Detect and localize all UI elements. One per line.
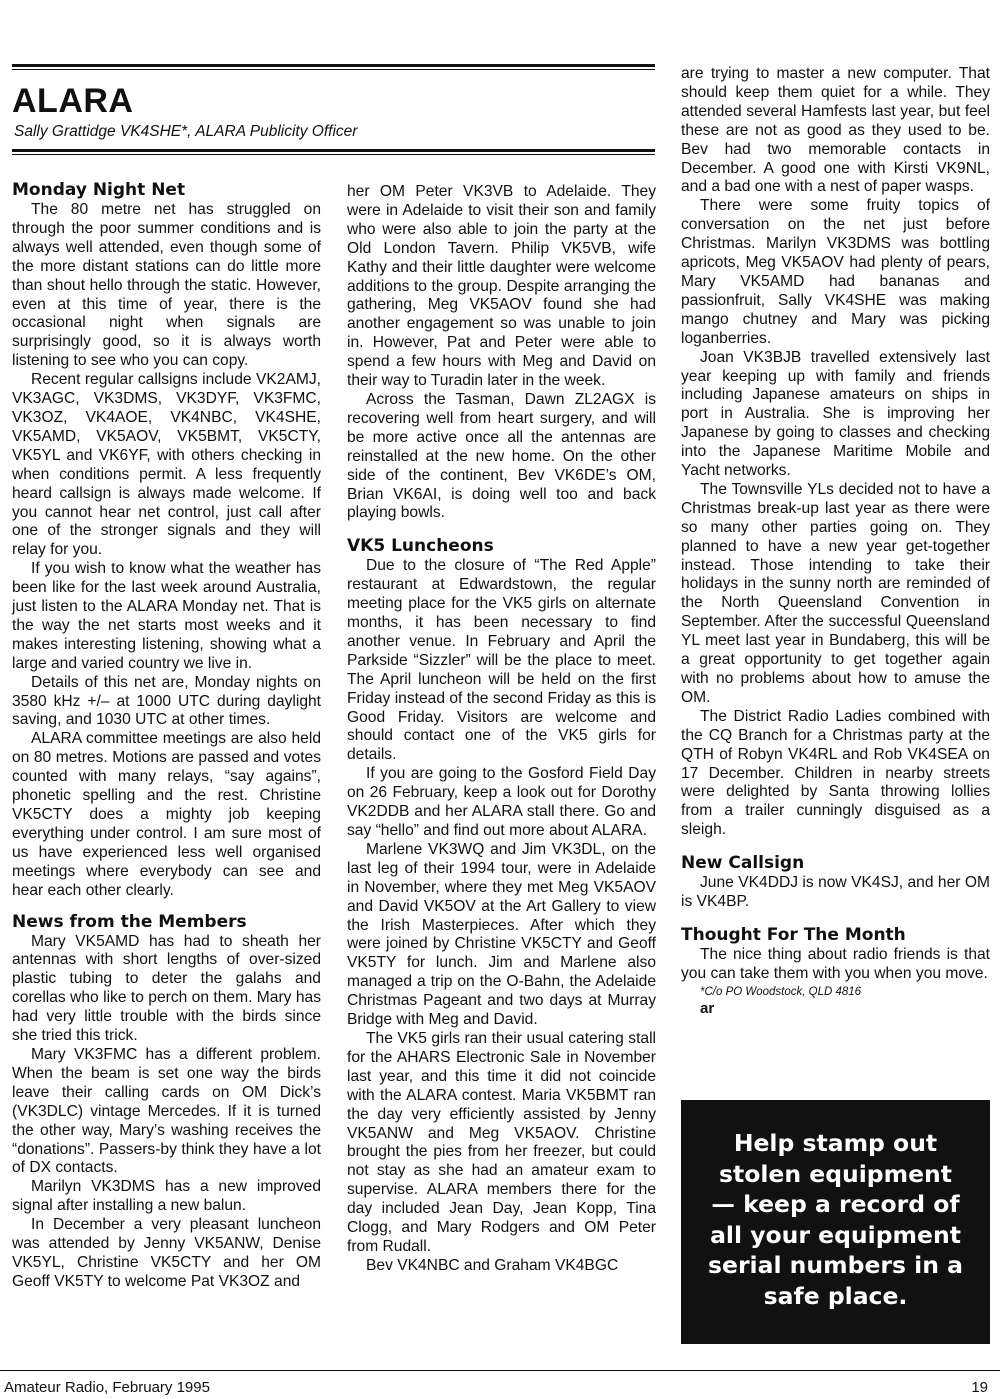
paragraph: The Townsville YLs decided not to have a Christmas break-up last year as there were so many other parties going on. They planned to have a new year get-together instead. Those intending to take their holidays in the sunny north are reminded of the North Queensland Convention in September. After the successful Queensland YL meet last year in Bundaberg, this will be a great opportunity to get together again with no problems about how to amuse the OM. (681, 480, 990, 706)
byline-rule-thin (12, 154, 655, 155)
notice-line: — keep a record of (711, 1190, 960, 1218)
paragraph: ALARA committee meetings are also held on 80 metres. Motions are passed and votes counted with many relays, “say agains”, phonetic spelling and the rest. Christine VK5CTY does a mighty job keeping everything under control. I am sure most of us have experienced less well organised meetings where everybody can see and hear each other clearly. (12, 730, 321, 899)
paragraph: Across the Tasman, Dawn ZL2AGX is recovering well from heart surgery, and will be more active once all the antennas are reinstalled at the new home. On the other side of the continent, Bev VK6DE’s OM, Brian VK6AI, is doing well too and back playing bowls. (347, 390, 656, 522)
notice-line: safe place. (763, 1281, 908, 1310)
article-byline: Sally Grattidge VK4SHE*, ALARA Publicity Officer (14, 123, 358, 140)
paragraph: There were some fruity topics of conversation on the net just before Christmas. Marilyn VK3DMS was bottling apricots, Meg VK5AOV had plenty of pears, Mary VK5AMD had bananas and passionfruit, Sally VK4SHE was making mango chutney and Mary was picking loganberries. (681, 197, 990, 347)
paragraph: her OM Peter VK3VB to Adelaide. They were in Adelaide to visit their son and family who were also able to join the party at the Old London Tavern. Philip VK5VB, wife Kathy and their little daughter were welcome additions to the group. Despite arranging the gathering, Meg VK5AOV found she had another engagement so was unable to join in. However, Pat and Peter were able to spend a few hours with Meg and David on their way to Turadin later in the week. (347, 183, 656, 390)
paragraph: Mary VK3FMC has a different problem. When the beam is set one way the birds leave their calling cards on OM Dick’s (VK3DLC) vintage Mercedes. If it is turned the other way, Mary’s washing receives the “donations”. Passers-by think they have a lot of DX contacts. (12, 1045, 321, 1177)
paragraph: Joan VK3BJB travelled extensively last year keeping up with family and friends including Japanese amateurs on ships in port in Australia. She is improving her Japanese by going to classes and checking into the Japanese Maritime Mobile and Yacht networks. (681, 348, 990, 480)
notice-line: stolen equipment (718, 1159, 953, 1188)
paragraph: Details of this net are, Monday nights on 3580 kHz +/– at 1000 UTC during daylight saving, and 1030 UTC at other times. (12, 673, 321, 729)
notice-line: serial numbers in a (708, 1251, 963, 1279)
paragraph: are trying to master a new computer. That should keep them quiet for a while. They attended several Hamfests last year, but feel these are not as good as they used to be. Bev had two memorable contacts in December. A good one with Kirsti VK9NL, and a bad one with a nest of paper wasps. (681, 65, 990, 196)
publication-footer: Amateur Radio, February 1995 (4, 1379, 210, 1396)
heading-thought-for-the-month: Thought For The Month (681, 924, 906, 945)
paragraph: The nice thing about radio friends is that you can take them with you when you move. (681, 945, 990, 982)
top-rule-thin (12, 69, 655, 70)
paragraph: Recent regular callsigns include VK2AMJ, VK3AGC, VK3DMS, VK3DYF, VK3FMC, VK3OZ, VK4AOE, VK4NBC, VK4SHE, VK5AMD, VK5AOV, VK5BMT, VK5CTY, VK5YL and VK6YF, with others checking in when conditions permit. A less frequently heard callsign is always made welcome. If you cannot hear net control, just call after one of the stronger signals and they will relay for you. (12, 371, 321, 559)
paragraph: The VK5 girls ran their usual catering stall for the AHARS Electronic Sale in November last year, and this time it did not coincide with the ALARA contest. Maria VK5BMT ran the day very efficiently assisted by Jenny VK5ANW and Meg VK5AOV. Christine brought the pies from her freezer, but could not stay as she had an amateur exam to supervise. ALARA members there for the day included Jean Day, Jean Kopp, Tina Clogg, and Mary Rodgers and OM Peter from Rudall. (347, 1029, 656, 1255)
paragraph: If you are going to the Gosford Field Day on 26 February, keep a look out for Dorothy VK2DDB and her ALARA stall there. Go and say “hello” and find out more about ALARA. (347, 765, 656, 839)
heading-new-callsign: New Callsign (681, 853, 805, 874)
column-2 (347, 183, 656, 1276)
stolen-equipment-notice (681, 1100, 990, 1344)
paragraph: June VK4DDJ is now VK4SJ, and her OM is VK4BP. (681, 874, 990, 911)
article-title: ALARA (12, 82, 134, 120)
paragraph: Bev VK4NBC and Graham VK4BGC (366, 1256, 619, 1274)
notice-line: all your equipment (710, 1220, 961, 1249)
paragraph: The District Radio Ladies combined with the CQ Branch for a Christmas party at the QTH of Robyn VK4RL and Rob VK4SEA on 17 December. Children in nearby streets were delighted by Santa throwing lollies from a trailer cunningly disguised as a sleigh. (681, 707, 990, 839)
page-number: 19 (971, 1379, 988, 1396)
sign-off: ar (700, 999, 715, 1017)
paragraph: In December a very pleasant luncheon was attended by Jenny VK5ANW, Denise VK5YL, Christine VK5CTY and her OM Geoff VK5TY to welcome Pat VK3OZ and (12, 1216, 321, 1290)
author-address-footnote: *C/o PO Woodstock, QLD 4816 (700, 985, 862, 998)
column-3 (681, 65, 990, 1018)
heading-monday-night-net: Monday Night Net (12, 180, 186, 200)
top-rule-thick (12, 64, 655, 67)
paragraph: If you wish to know what the weather has been like for the last week around Australia, just listen to the ALARA Monday net. That is the way the net starts most weeks and it makes interesting listening, showing what a large and varied country we live in. (12, 560, 321, 672)
heading-news-from-members: News from the Members (12, 911, 247, 932)
paragraph: Marilyn VK3DMS has a new improved signal after installing a new balun. (12, 1178, 321, 1215)
byline-rule-thick (12, 149, 655, 152)
heading-vk5-luncheons: VK5 Luncheons (347, 536, 494, 557)
footer-rule (0, 1370, 1000, 1371)
column-1 (12, 179, 321, 1292)
paragraph: Due to the closure of “The Red Apple” restaurant at Edwardstown, the regular meeting place for the VK5 girls on alternate months, it has been necessary to find another venue. In February and April the Parkside “Sizzler” will be the place to meet. The April luncheon will be held on the first Friday instead of the second Friday as this is Good Friday. Visitors are welcome and should contact one of the VK5 girls for details. (347, 557, 656, 764)
notice-line: Help stamp out (733, 1129, 938, 1157)
paragraph: Mary VK5AMD has had to sheath her antennas with short lengths of over-sized plastic tubing to deter the galahs and corellas who like to perch on them. Mary has had very little trouble with the birds since she tried this trick. (12, 932, 321, 1045)
paragraph: Marlene VK3WQ and Jim VK3DL, on the last leg of their 1994 tour, were in Adelaide in November, where they met Meg VK5AOV and David VK5OV at the Art Gallery to view the Irish Masterpieces. After which they were joined by Christine VK5CTY and Geoff VK5TY for lunch. Jim and Marlene also managed a trip on the O-Bahn, the Adelaide Christmas Pageant and two days at Murray Bridge with Meg and David. (347, 840, 656, 1029)
paragraph: The 80 metre net has struggled on through the poor summer conditions and is always well attended, even though some of the more distant stations can do little more than shout hello through the static. However, even at this time of year, there is the occasional night when signals are surprisingly good, so it is always worth listening to see who you can copy. (12, 201, 321, 370)
